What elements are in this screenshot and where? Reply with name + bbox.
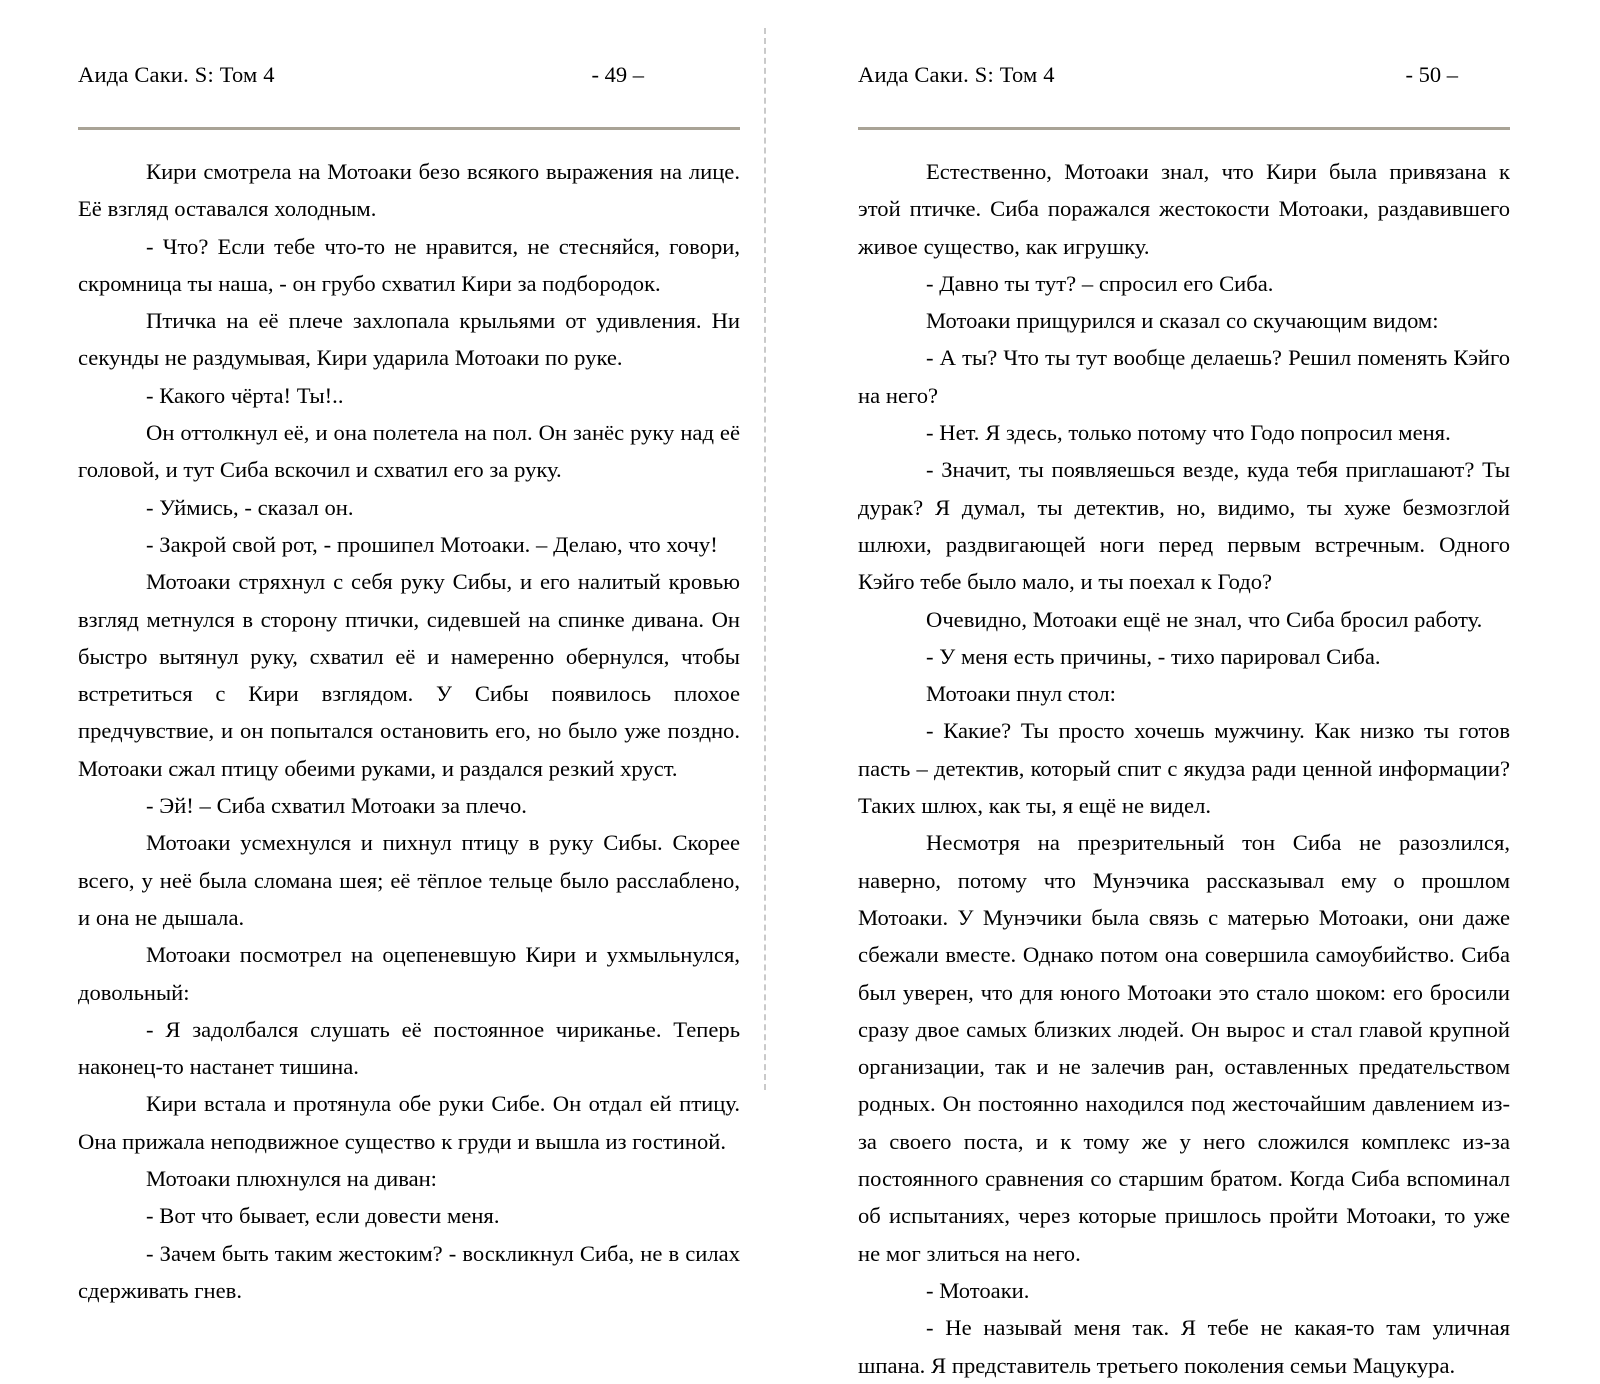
paragraph: Птичка на её плече захлопала крыльями от удивления. Ни секунды не раздумывая, Кири ударила Мотоаки по руке. (78, 308, 740, 371)
paragraph: Кири встала и протянула обе руки Сибе. Он отдал ей птицу. Она прижала неподвижное существо к груди и вышла из гостиной. (78, 1091, 740, 1154)
page-number: - 49 – (591, 62, 644, 87)
paragraph: Очевидно, Мотоаки ещё не знал, что Сиба бросил работу. (926, 606, 1483, 632)
paragraph: - Что? Если тебе что-то не нравится, не стесняйся, говори, скромница ты наша, - он грубо схватил Кири за подбородок. (78, 233, 740, 296)
paragraph: Мотоаки пнул стол: (926, 681, 1116, 707)
paragraph: Мотоаки плюхнулся на диван: (146, 1166, 437, 1192)
paragraph: - Я задолбался слушать её постоянное чириканье. Теперь наконец-то настанет тишина. (78, 1016, 740, 1080)
page-header-left (78, 0, 740, 96)
header-rule (78, 127, 740, 130)
paragraph: - Зачем быть таким жестоким? - воскликнул Сиба, не в силах сдерживать гнев. (78, 1240, 740, 1303)
page-right (800, 0, 1600, 1378)
page-body-left (78, 153, 740, 1309)
paragraph: - Не называй меня так. Я тебе не какая-то там уличная шпана. Я представитель третьего поколения семьи Мацукура. (858, 1315, 1510, 1378)
paragraph: - Уймись, - сказал он. (146, 494, 354, 520)
paragraph: - Закрой свой рот, - прошипел Мотоаки. – Делаю, что хочу! (146, 531, 718, 557)
paragraph: - Эй! – Сиба схватил Мотоаки за плечо. (146, 793, 527, 819)
paragraph: - Давно ты тут? – спросил его Сиба. (926, 270, 1274, 296)
paragraph: Естественно, Мотоаки знал, что Кири была привязана к этой птичке. Сиба поражался жестокости Мотоаки, раздавившего живое существо, как игрушку. (858, 159, 1510, 259)
page-header-right (858, 0, 1510, 96)
paragraph: - А ты? Что ты тут вообще делаешь? Решил поменять Кэйго на него? (858, 345, 1510, 408)
page-left (0, 0, 800, 1303)
paragraph: - Какого чёрта! Ты!.. (146, 382, 344, 408)
page-number: - 50 – (1405, 62, 1458, 87)
paragraph: Он оттолкнул её, и она полетела на пол. Он занёс руку над её головой, и тут Сиба вскочил и схватил его за руку. (78, 420, 740, 483)
page-body-right (858, 153, 1510, 1384)
paragraph: - Какие? Ты просто хочешь мужчину. Как низко ты готов пасть – детектив, который спит с якудза ради ценной информации? Таких шлюх, как ты, я ещё не видел. (858, 718, 1510, 819)
paragraph: Мотоаки усмехнулся и пихнул птицу в руку Сибы. Скорее всего, у неё была сломана шея; её тёплое тельце было расслаблено, и она не дышала. (78, 830, 740, 930)
paragraph: - Нет. Я здесь, только потому что Годо попросил меня. (926, 420, 1451, 446)
paragraph: - У меня есть причины, - тихо парировал Сиба. (926, 643, 1381, 669)
paragraph: Кири смотрела на Мотоаки безо всякого выражения на лице. Её взгляд оставался холодным. (78, 159, 740, 222)
header-rule (858, 127, 1510, 130)
paragraph: - Значит, ты появляешься везде, куда тебя приглашают? Ты дурак? Я думал, ты детектив, но, видимо, ты хуже безмозглой шлюхи, раздвигающей ноги перед первым встречным. Одного Кэйго тебе было мало, и ты поехал к Годо? (858, 457, 1510, 595)
paragraph: Мотоаки посмотрел на оцепеневшую Кири и ухмыльнулся, довольный: (78, 942, 740, 1005)
paragraph: Мотоаки прищурился и сказал со скучающим видом: (926, 308, 1439, 334)
paragraph: Мотоаки стряхнул с себя руку Сибы, и его налитый кровью взгляд метнулся в сторону птички, сидевшей на спинке дивана. Он быстро вытянул руку, схватил её и намеренно обернулся, чтобы встретиться с Кири взглядом. У Сибы появилось плохое предчувствие, и он попытался остановить его, но было уже поздно. Мотоаки сжал птицу обеими руками, и раздался резкий хруст. (78, 569, 740, 781)
paragraph: Несмотря на презрительный тон Сиба не разозлился, наверно, потому что Мунэчика рассказывал ему о прошлом Мотоаки. У Мунэчики была связь с матерью Мотоаки, они даже сбежали вместе. Однако потом она совершила самоубийство. Сиба был уверен, что для юного Мотоаки это стало шоком: его бросили сразу двое самых близких людей. Он вырос и стал главой крупной организации, так и не залечив ран, оставленных предательством родных. Он постоянно находился под жесточайшим давлением из-за своего поста, и к тому же у него сложился комплекс из-за постоянного сравнения со старшим братом. Когда Сиба вспоминал об испытаниях, через которые пришлось пройти Мотоаки, то уже не мог злиться на него. (858, 830, 1510, 1266)
running-title: Аида Саки. S: Том 4 (78, 62, 275, 87)
paragraph: - Вот что бывает, если довести меня. (146, 1203, 500, 1229)
paragraph: - Мотоаки. (926, 1277, 1030, 1303)
running-title: Аида Саки. S: Том 4 (858, 62, 1055, 87)
